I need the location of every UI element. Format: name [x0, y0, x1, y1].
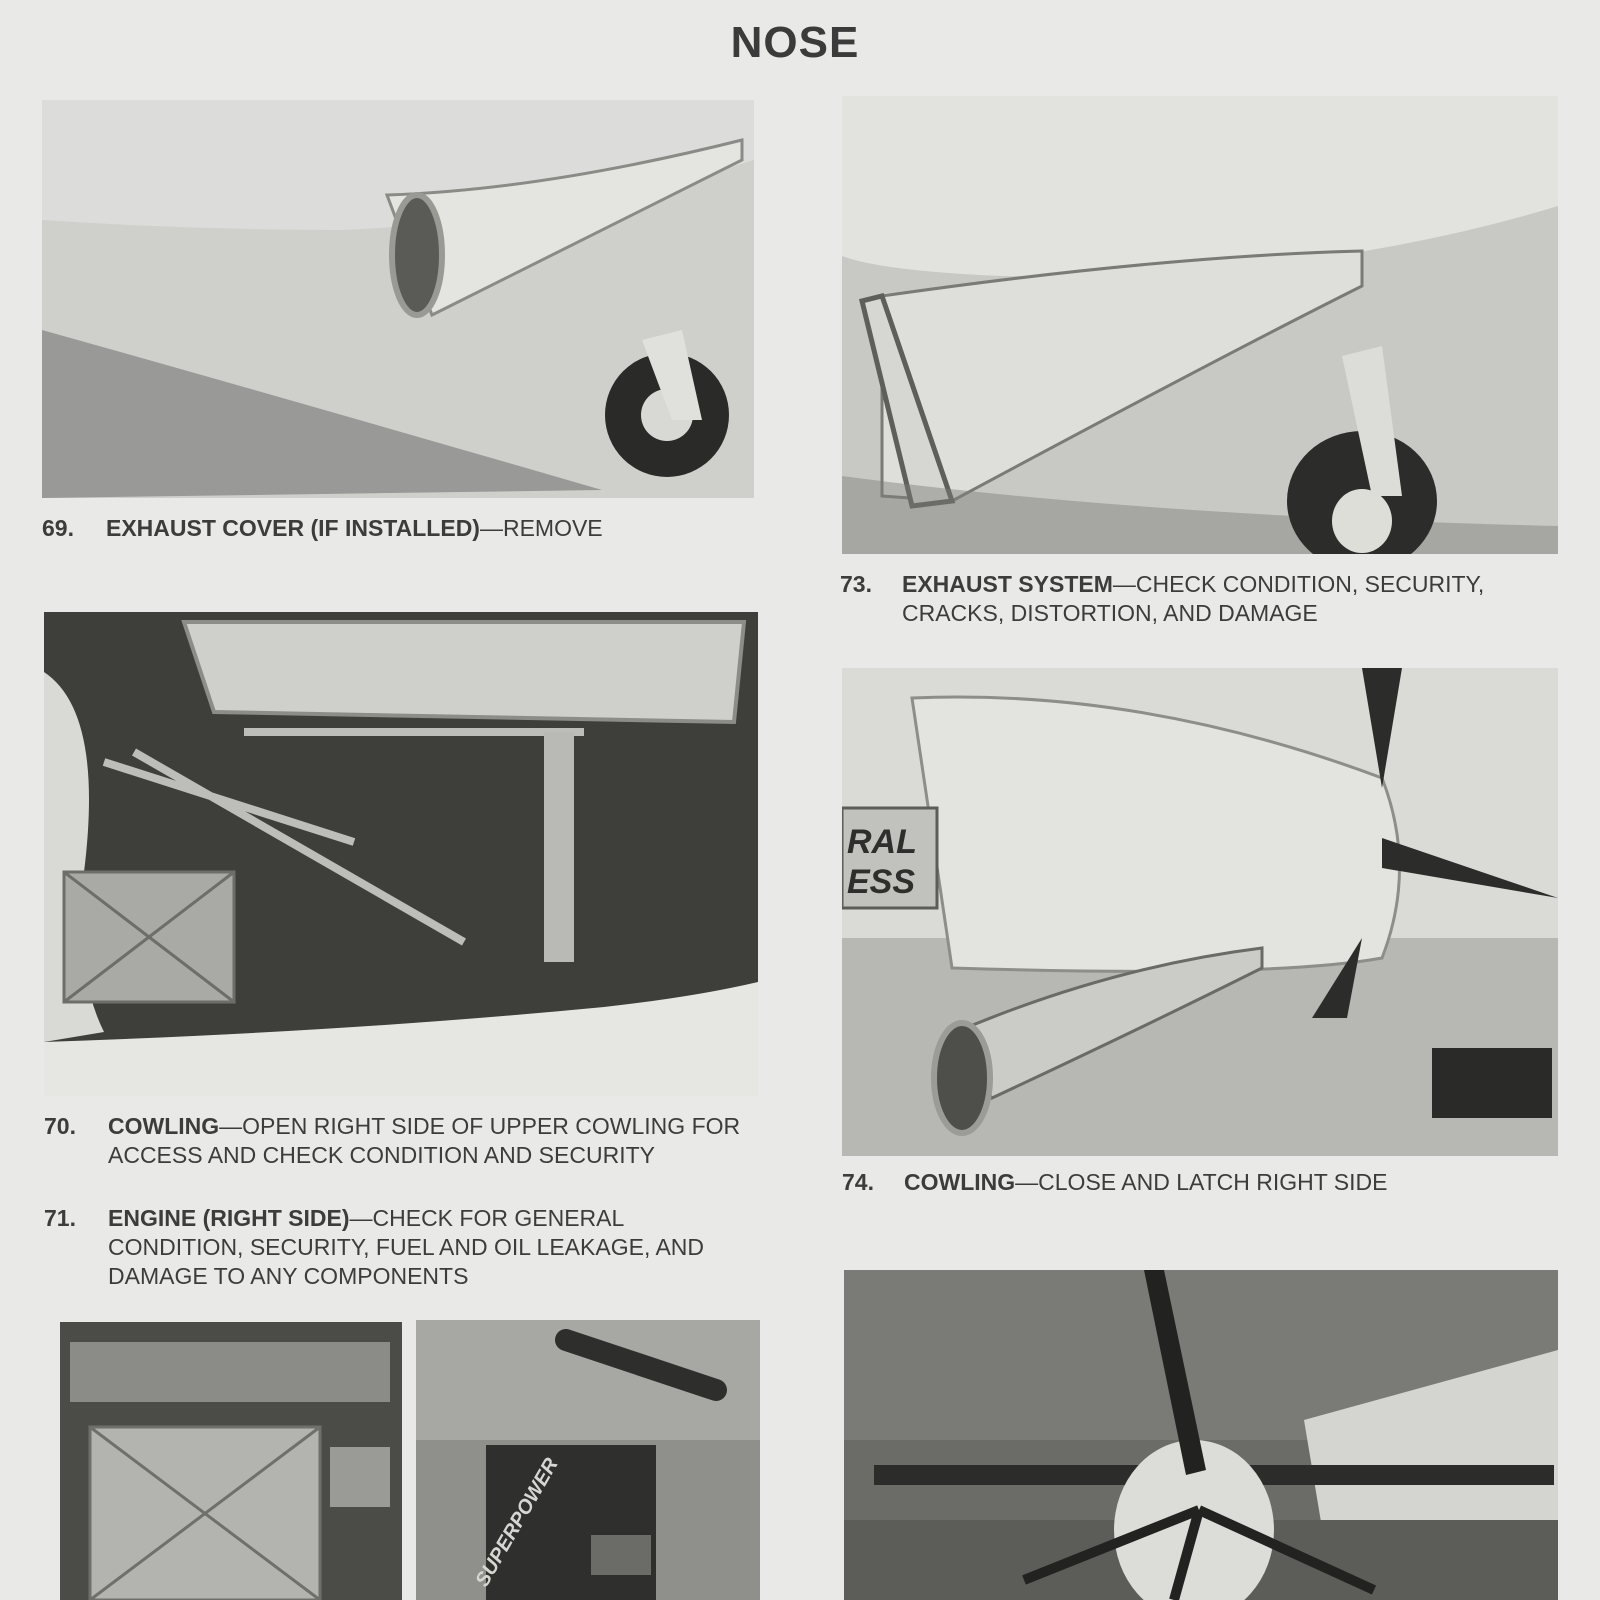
- item-action: —OPEN RIGHT SIDE OF UPPER COWLING FOR ACCESS AND CHECK CONDITION AND SECURITY: [108, 1113, 741, 1168]
- page-title: NOSE: [730, 18, 860, 67]
- item-subject: ENGINE (RIGHT SIDE): [108, 1205, 350, 1231]
- aircraft-front-photo: [844, 1270, 1558, 1600]
- item-subject: COWLING: [904, 1169, 1016, 1195]
- firewall-photo: [416, 1320, 760, 1600]
- exhaust-cover-photo: [42, 100, 754, 498]
- item-action: —CHECK FOR GENERAL CONDITION, SECURITY, FUEL AND OIL LEAKAGE, AND DAMAGE TO ANY COMPONENTS: [108, 1205, 705, 1289]
- item-number: 71.: [44, 1205, 76, 1231]
- item-subject: EXHAUST COVER (IF INSTALLED): [106, 515, 480, 541]
- item-number: 73.: [840, 571, 872, 597]
- tail-art-text-2: ESS: [847, 863, 916, 901]
- item-70-caption: [44, 1112, 764, 1202]
- item-subject: COWLING: [108, 1113, 220, 1139]
- battery-label-text: SUPERPOWER: [471, 1454, 563, 1591]
- item-71-caption: [44, 1204, 764, 1294]
- item-number: 74.: [842, 1169, 874, 1195]
- item-74-caption: [842, 1168, 1562, 1200]
- item-number: 69.: [42, 515, 74, 541]
- battery-box-photo: [60, 1322, 402, 1600]
- tail-art-text: RAL: [847, 823, 917, 861]
- item-69-caption: [42, 514, 762, 546]
- item-subject: EXHAUST SYSTEM: [902, 571, 1113, 597]
- engine-right-side-photo: [44, 612, 758, 1096]
- item-action: —REMOVE: [479, 515, 603, 541]
- item-action: —CLOSE AND LATCH RIGHT SIDE: [1015, 1169, 1388, 1195]
- cowling-closed-photo: [842, 668, 1558, 1156]
- item-action: —CHECK CONDITION, SECURITY, CRACKS, DISTORTION, AND DAMAGE: [902, 571, 1485, 626]
- item-number: 70.: [44, 1113, 76, 1139]
- item-73-caption: [840, 570, 1580, 630]
- exhaust-system-photo: [842, 96, 1558, 554]
